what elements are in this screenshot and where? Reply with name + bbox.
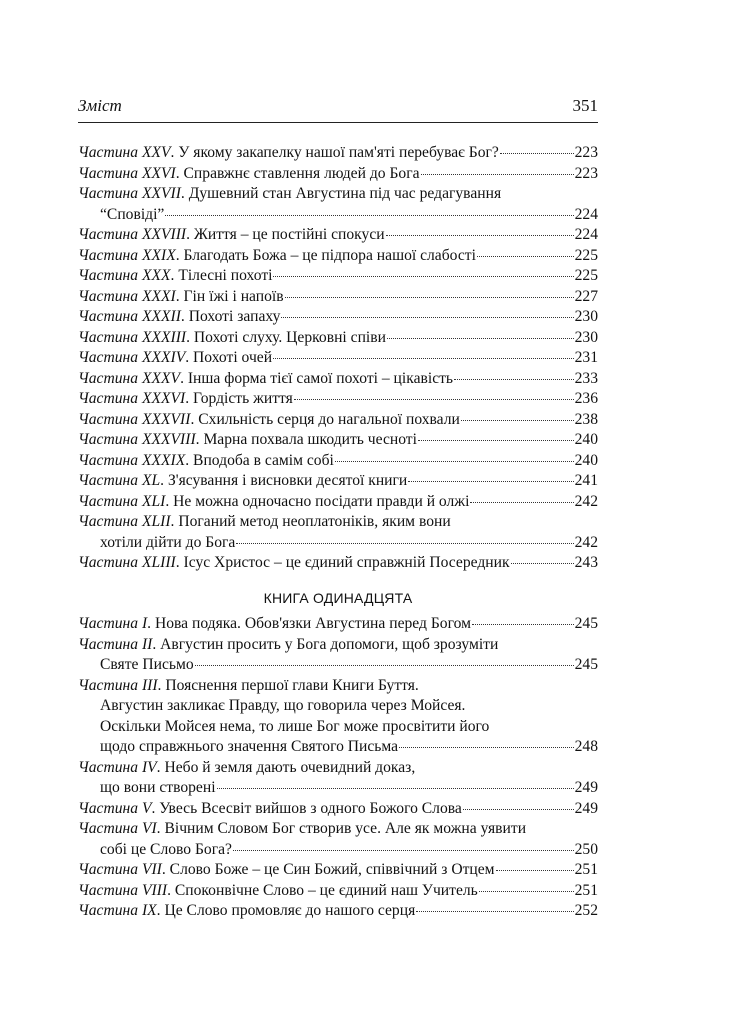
toc-entry-title: Гордість життя xyxy=(193,390,293,407)
toc-part-label: Частина XXXVII xyxy=(78,410,191,428)
toc-entry-line: Частина XXVIII . Життя – це постійні спокуси 224 xyxy=(78,225,598,246)
toc-page-number: 248 xyxy=(574,738,598,755)
dot-leader xyxy=(479,891,574,892)
book10-entry-list xyxy=(78,143,598,574)
dot-leader xyxy=(233,850,574,851)
toc-page-number: 238 xyxy=(574,410,598,428)
toc-entry-line: Частина XXIX . Благодать Божа – це підпора нашої слабості 225 xyxy=(78,246,598,267)
dot-leader xyxy=(416,911,573,912)
toc-part-label: Частина V xyxy=(78,799,152,817)
toc-entry-line: Частина XXX . Тілесні похоті 225 xyxy=(78,266,598,287)
toc-entry-line: Частина XXXIII . Похоті слуху. Церковні співи 230 xyxy=(78,328,598,349)
toc-entry-title: Тілесні похоті xyxy=(178,267,273,284)
toc-entry-title: Не можна одночасно посідати правди й олжі xyxy=(173,492,470,510)
running-head-title: Зміст xyxy=(78,96,122,115)
toc-page-number: 230 xyxy=(574,308,598,325)
toc-part-label: Частина IX xyxy=(78,902,157,919)
toc-part-label: Частина XXVI xyxy=(78,164,176,182)
toc-page-number: 249 xyxy=(574,799,598,817)
toc-page-number: 225 xyxy=(574,267,598,284)
toc-entry-title: Споконвічне Слово – це єдиний наш Учитель xyxy=(174,881,478,899)
toc-entry-line: Частина IX . Це Слово промовляє до нашого серця 252 xyxy=(78,901,598,922)
dot-leader xyxy=(472,624,574,625)
toc-entry-line: Частина XXXII . Похоті запаху 230 xyxy=(78,307,598,328)
toc-entry xyxy=(78,328,598,349)
toc-page-number: 251 xyxy=(574,861,598,878)
toc-page-number: 242 xyxy=(574,492,598,510)
page-number: 351 xyxy=(572,96,598,115)
toc-entry-line: Частина V . Увесь Всесвіт вийшов з одного Божого Слова 249 xyxy=(78,799,598,820)
toc-entry xyxy=(78,819,598,860)
toc-entry-title: Схильність серця до нагальної похвали xyxy=(198,410,460,428)
dot-leader xyxy=(195,665,574,666)
toc-part-label: Частина XLI xyxy=(78,492,166,510)
toc-entry-title: що вони створені xyxy=(100,779,216,796)
dot-leader xyxy=(511,563,574,564)
toc-entry xyxy=(78,553,598,574)
toc-part-label: Частина VI xyxy=(78,820,157,837)
toc-entry-title: Благодать Божа – це підпора нашої слабості xyxy=(183,246,476,264)
section-heading-book11: КНИГА ОДИНАДЦЯТА xyxy=(263,589,413,606)
dot-leader xyxy=(421,174,574,175)
toc-part-label: Частина XXIX xyxy=(78,246,176,264)
toc-entry-line: Частина XLI . Не можна одночасно посідати правди й олжі 242 xyxy=(78,492,598,513)
toc-entry-title: Увесь Всесвіт вийшов з одного Божого Слова xyxy=(159,799,462,817)
toc-page-number: 227 xyxy=(574,287,598,305)
toc-entry-title: Вічним Словом Бог створив усе. Але як можна уявити xyxy=(164,820,527,837)
dot-leader xyxy=(386,235,574,236)
toc-entry-title: собі це Слово Бога? xyxy=(100,840,232,858)
toc-part-label: Частина XXVII xyxy=(78,185,181,202)
toc-entry-title: Августин закликає Правду, що говорила через Мойсея. xyxy=(100,697,466,714)
dot-leader xyxy=(285,297,574,298)
toc-entry-title: З'ясування і висновки десятої книги xyxy=(167,472,408,489)
toc-entry xyxy=(78,225,598,246)
toc-entry xyxy=(78,143,598,164)
toc-entry-line: Частина I . Нова подяка. Обов'язки Августина перед Богом 245 xyxy=(78,614,598,635)
dot-leader xyxy=(500,153,574,154)
toc-part-label: Частина XXXI xyxy=(78,287,176,305)
dot-leader xyxy=(335,461,574,462)
toc-entry-continuation xyxy=(78,655,598,676)
toc-entry-continuation xyxy=(78,696,598,717)
toc-part-label: Частина VII xyxy=(78,861,162,878)
toc-entry-title: Августин просить у Бога допомоги, щоб зрозуміти xyxy=(160,635,499,653)
toc-entry-line: Частина VII . Слово Боже – це Син Божий, співвічний з Отцем 251 xyxy=(78,860,598,881)
toc-page-number: 224 xyxy=(574,226,598,243)
toc-entry-continuation xyxy=(78,717,598,738)
toc-entry-continuation xyxy=(78,778,598,799)
toc-entry-title: Оскільки Мойсея нема, то лише Бог може просвітити його xyxy=(100,717,490,735)
toc-part-label: Частина VIII xyxy=(78,881,168,899)
toc-part-label: Частина XXXIX xyxy=(78,451,186,469)
toc-entry-line: Частина XXXV . Інша форма тієї самої похоті – цікавість 233 xyxy=(78,369,598,390)
toc-entry-title: Небо й земля дають очевидний доказ, xyxy=(164,758,416,776)
toc-part-label: Частина XXVIII xyxy=(78,226,187,243)
toc-page-number: 241 xyxy=(574,472,598,489)
toc-part-label: Частина XL xyxy=(78,472,161,489)
toc-entry-title: Вподоба в самім собі xyxy=(193,451,334,469)
toc-entry-title: Пояснення першої глави Книги Буття. xyxy=(165,676,419,694)
toc-page-number: 233 xyxy=(574,369,598,387)
book11-entry-list xyxy=(78,614,598,922)
toc-entry xyxy=(78,881,598,902)
toc-page-number: 223 xyxy=(574,144,598,161)
toc-entry xyxy=(78,860,598,881)
toc-entry-line: Частина III . Пояснення першої глави Книги Буття. xyxy=(78,676,598,697)
toc-part-label: Частина II xyxy=(78,635,153,653)
toc-entry xyxy=(78,389,598,410)
toc-entry-line: Частина VIII . Споконвічне Слово – це єдиний наш Учитель 251 xyxy=(78,881,598,902)
toc-entry-title: Святе Письмо xyxy=(100,656,194,673)
dot-leader xyxy=(165,215,573,216)
toc-entry-title: Похоті запаху xyxy=(188,308,281,325)
toc-part-label: Частина XXX xyxy=(78,267,171,284)
toc-entry-title: Інша форма тієї самої похоті – цікавість xyxy=(187,369,454,387)
dot-leader xyxy=(387,338,574,339)
toc-entry-continuation xyxy=(78,737,598,758)
toc-entry-line: Частина VI . Вічним Словом Бог створив усе. Але як можна уявити xyxy=(78,819,598,840)
toc-entry xyxy=(78,676,598,758)
toc-entry-title: щодо справжнього значення Святого Письма xyxy=(100,738,399,755)
toc-page-number: 245 xyxy=(574,656,598,673)
toc-part-label: Частина XXXIII xyxy=(78,328,187,346)
dot-leader xyxy=(477,256,574,257)
toc-entry-line: Частина XXXIV . Похоті очей 231 xyxy=(78,348,598,369)
toc-page-number: 236 xyxy=(574,390,598,407)
dot-leader xyxy=(463,809,574,810)
toc-entry-line: Частина XXXVIII . Марна похвала шкодить чесноті 240 xyxy=(78,430,598,451)
dot-leader xyxy=(236,543,573,544)
dot-leader xyxy=(454,379,574,380)
dot-leader xyxy=(461,420,574,421)
toc-entry xyxy=(78,512,598,553)
toc-page-number: 230 xyxy=(574,328,598,346)
dot-leader xyxy=(496,870,574,871)
toc-part-label: Частина XXXIV xyxy=(78,349,186,366)
toc-entry-continuation xyxy=(78,205,598,226)
toc-part-label: Частина IV xyxy=(78,758,157,776)
dot-leader xyxy=(408,481,573,482)
toc-entry-line: Частина XXXIX . Вподоба в самім собі 240 xyxy=(78,451,598,472)
toc-entry xyxy=(78,758,598,799)
toc-entry xyxy=(78,471,598,492)
toc-entry xyxy=(78,287,598,308)
toc-entry-title: хотіли дійти до Бога xyxy=(100,533,236,551)
toc-entry-title: Це Слово промовляє до нашого серця xyxy=(164,902,416,919)
toc-entry xyxy=(78,164,598,185)
dot-leader xyxy=(418,440,574,441)
toc-entry xyxy=(78,799,598,820)
toc-entry-title: Ісус Христос – це єдиний справжній Посередник xyxy=(183,554,510,571)
toc-entry xyxy=(78,369,598,390)
toc-entry xyxy=(78,635,598,676)
toc-page-number: 223 xyxy=(574,164,598,182)
toc-entry-title: Справжнє ставлення людей до Бога xyxy=(183,164,420,182)
toc-page-number: 242 xyxy=(574,533,598,551)
toc-entry xyxy=(78,614,598,635)
toc-entry-line: Частина XXVI . Справжнє ставлення людей до Бога 223 xyxy=(78,164,598,185)
toc-entry-title: Марна похвала шкодить чесноті xyxy=(203,431,417,448)
toc-entry xyxy=(78,348,598,369)
toc-part-label: Частина XXXVIII xyxy=(78,431,196,448)
toc-page-number: 240 xyxy=(574,431,598,448)
toc-entry-line: Частина XXXI . Гін їжі і напоїв 227 xyxy=(78,287,598,308)
toc-part-label: Частина XLIII xyxy=(78,554,176,571)
running-head xyxy=(78,96,598,116)
toc-page-number: 251 xyxy=(574,881,598,899)
toc-entry xyxy=(78,307,598,328)
toc-entry-title: “Сповіді” xyxy=(100,205,165,223)
toc-entry-continuation xyxy=(78,533,598,554)
toc-part-label: Частина I xyxy=(78,615,148,632)
table-of-contents xyxy=(78,143,598,922)
toc-entry-line: Частина XL . З'ясування і висновки десятої книги 241 xyxy=(78,471,598,492)
toc-entry-title: Нова подяка. Обов'язки Августина перед Богом xyxy=(154,615,471,632)
toc-part-label: Частина XLII xyxy=(78,513,171,530)
toc-entry-title: Поганий метод неоплатоніків, яким вони xyxy=(178,513,451,530)
toc-entry xyxy=(78,410,598,431)
toc-entry xyxy=(78,430,598,451)
toc-entry-line: Частина IV . Небо й земля дають очевидний доказ, xyxy=(78,758,598,779)
toc-entry-title: Похоті очей xyxy=(193,349,273,366)
toc-entry-line: Частина XLIII . Ісус Христос – це єдиний справжній Посередник 243 xyxy=(78,553,598,574)
toc-page-number: 240 xyxy=(574,451,598,469)
header-rule xyxy=(78,122,598,123)
toc-page-number: 252 xyxy=(574,902,598,919)
toc-page-number: 249 xyxy=(574,779,598,796)
toc-entry-line: Частина XXXVII . Схильність серця до нагальної похвали 238 xyxy=(78,410,598,431)
toc-page-number: 243 xyxy=(574,554,598,571)
toc-entry-title: Похоті слуху. Церковні співи xyxy=(193,328,386,346)
toc-entry-title: У якому закапелку нашої пам'яті перебуває Бог? xyxy=(178,144,499,161)
toc-entry-title: Гін їжі і напоїв xyxy=(183,287,284,305)
toc-part-label: Частина III xyxy=(78,676,158,694)
toc-entry xyxy=(78,266,598,287)
toc-page-number: 224 xyxy=(574,205,598,223)
toc-entry-line: Частина II . Августин просить у Бога допомоги, щоб зрозуміти xyxy=(78,635,598,656)
toc-entry-continuation xyxy=(78,840,598,861)
toc-entry xyxy=(78,184,598,225)
dot-leader xyxy=(281,317,573,318)
toc-part-label: Частина XXV xyxy=(78,144,171,161)
toc-entry xyxy=(78,492,598,513)
dot-leader xyxy=(217,788,574,789)
toc-page-number: 231 xyxy=(574,349,598,366)
toc-entry-line: Частина XXXVI . Гордість життя 236 xyxy=(78,389,598,410)
toc-page-number: 250 xyxy=(574,840,598,858)
dot-leader xyxy=(294,399,574,400)
toc-entry-title: Душевний стан Августина під час редагування xyxy=(188,185,502,202)
dot-leader xyxy=(470,502,573,503)
toc-entry xyxy=(78,901,598,922)
toc-page-number: 225 xyxy=(574,246,598,264)
toc-entry-line: Частина XXVII . Душевний стан Августина під час редагування xyxy=(78,184,598,205)
toc-entry xyxy=(78,246,598,267)
toc-entry-title: Слово Боже – це Син Божий, співвічний з Отцем xyxy=(169,861,495,878)
dot-leader xyxy=(273,358,574,359)
dot-leader xyxy=(273,276,573,277)
toc-page-number: 245 xyxy=(574,615,598,632)
toc-entry-title: Життя – це постійні спокуси xyxy=(193,226,385,243)
toc-part-label: Частина XXXVI xyxy=(78,390,186,407)
dot-leader xyxy=(399,747,574,748)
toc-part-label: Частина XXXV xyxy=(78,369,181,387)
toc-entry-line: Частина XLII . Поганий метод неоплатоніків, яким вони xyxy=(78,512,598,533)
toc-part-label: Частина XXXII xyxy=(78,308,181,325)
toc-entry-line: Частина XXV . У якому закапелку нашої пам'яті перебуває Бог? 223 xyxy=(78,143,598,164)
toc-entry xyxy=(78,451,598,472)
